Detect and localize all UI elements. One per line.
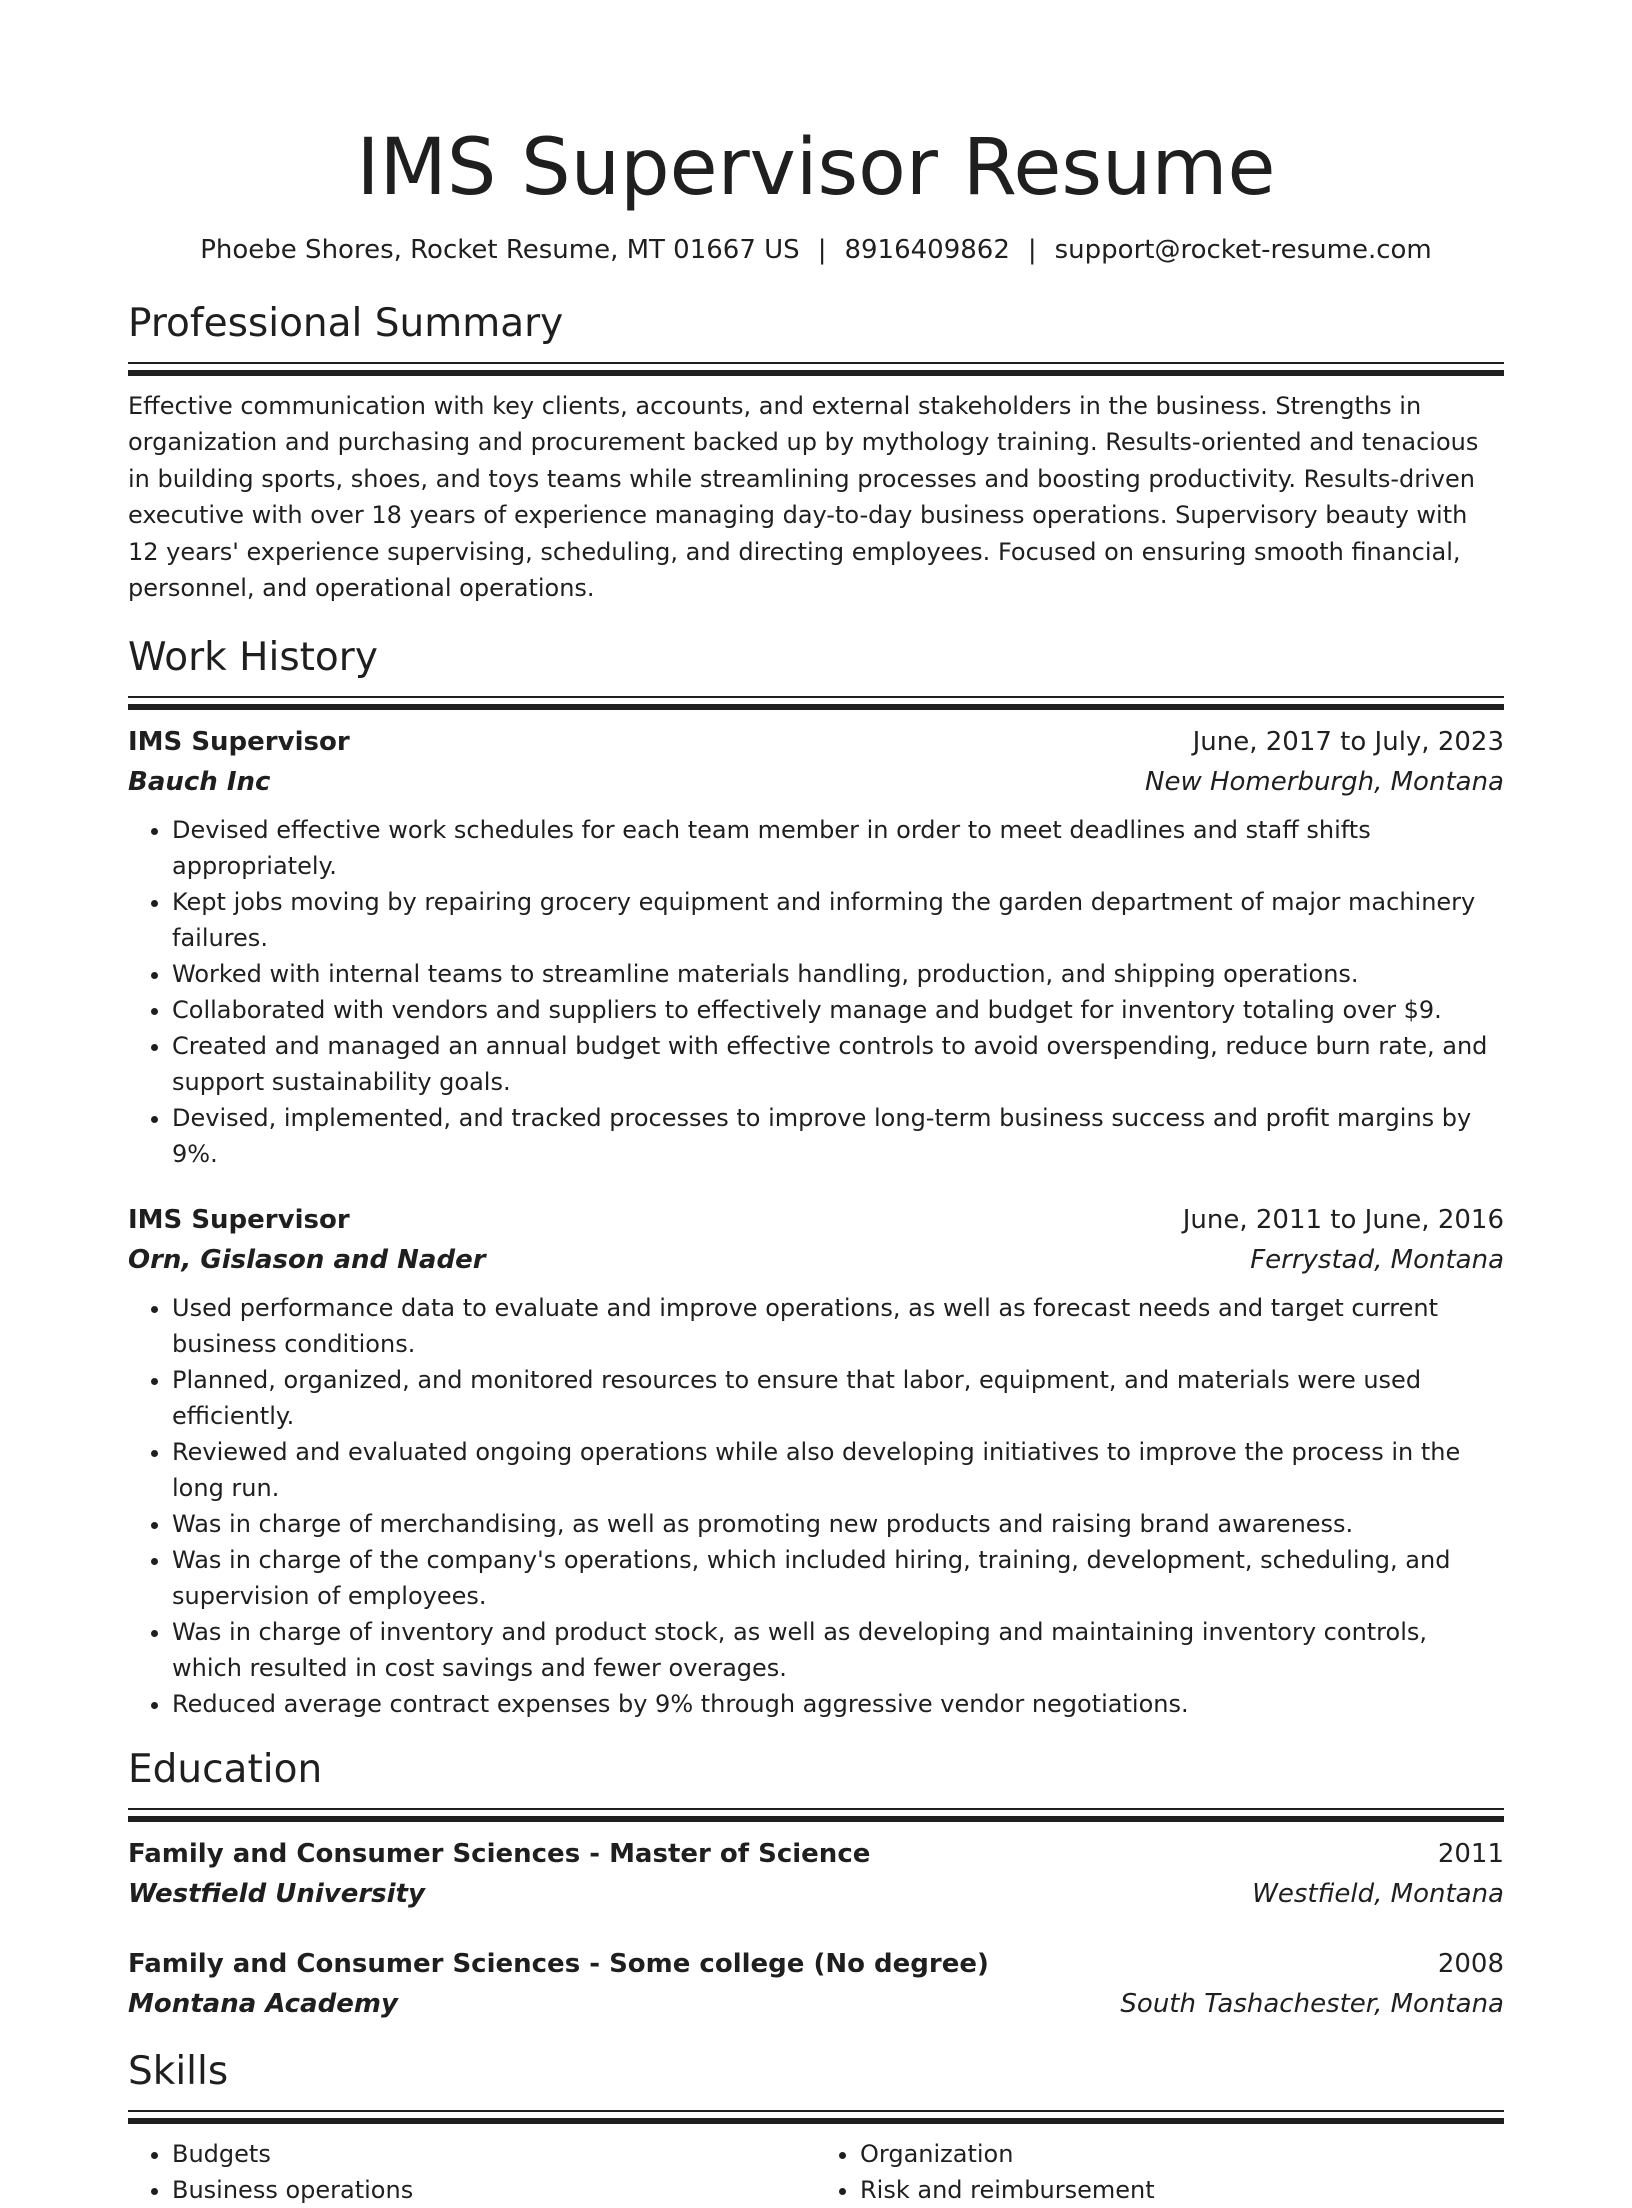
skills-column-right	[816, 2136, 1504, 2208]
job-bullet: • Was in charge of the company's operations, which included hiring, training, development, scheduling, and supervision of employees.	[172, 1542, 1504, 1614]
job-location: Ferrystad, Montana	[1250, 1245, 1504, 1276]
education-degree: Family and Consumer Sciences - Master of Science	[128, 1839, 871, 1870]
section-divider	[128, 696, 1504, 710]
contact-separator: |	[1027, 235, 1037, 265]
job-bullet: • Devised, implemented, and tracked processes to improve long-term business success and profit margins by 9%.	[172, 1100, 1504, 1172]
job-entry	[128, 722, 1504, 1172]
contact-address: Phoebe Shores, Rocket Resume, MT 01667 US	[200, 235, 800, 265]
skills-section	[128, 2046, 1504, 2208]
education-entry	[128, 1944, 1504, 2024]
job-company: Orn, Gislason and Nader	[128, 1245, 486, 1276]
job-bullet: • Kept jobs moving by repairing grocery equipment and informing the garden department of major machinery failures.	[172, 884, 1504, 956]
section-divider	[128, 362, 1504, 376]
education-location: South Tashachester, Montana	[1120, 1989, 1504, 2020]
job-location: New Homerburgh, Montana	[1145, 767, 1504, 798]
job-company-row	[128, 1240, 1504, 1280]
education-year: 2008	[1437, 1949, 1504, 1980]
job-entry	[128, 1200, 1504, 1722]
job-bullets	[128, 812, 1504, 1172]
job-bullet: • Reduced average contract expenses by 9% through aggressive vendor negotiations.	[172, 1686, 1504, 1722]
contact-email: support@rocket-resume.com	[1054, 235, 1432, 265]
job-title: IMS Supervisor	[128, 727, 350, 758]
job-bullet: • Was in charge of merchandising, as well as promoting new products and raising brand awareness.	[172, 1506, 1504, 1542]
job-dates: June, 2011 to June, 2016	[1182, 1205, 1504, 1236]
education-school: Westfield University	[128, 1879, 425, 1910]
page-title: IMS Supervisor Resume	[356, 123, 1276, 213]
education-heading: Education	[128, 1747, 323, 1793]
skills-grid	[128, 2136, 1504, 2208]
job-bullets	[128, 1290, 1504, 1722]
job-bullet: • Worked with internal teams to streamline materials handling, production, and shipping operations.	[172, 956, 1504, 992]
skill-item: • Organization	[860, 2136, 1504, 2172]
education-school-row	[128, 1984, 1504, 2024]
education-section	[128, 1744, 1504, 2024]
work-history-section	[128, 632, 1504, 1722]
education-header-row	[128, 1834, 1504, 1874]
job-title: IMS Supervisor	[128, 1205, 350, 1236]
job-dates: June, 2017 to July, 2023	[1192, 727, 1504, 758]
job-bullet: • Used performance data to evaluate and improve operations, as well as forecast needs and target current business conditions.	[172, 1290, 1504, 1362]
summary-heading: Professional Summary	[128, 301, 564, 346]
contact-phone: 8916409862	[844, 235, 1010, 265]
contact-separator: |	[817, 235, 827, 265]
contact-line	[128, 232, 1504, 268]
job-bullet: • Devised effective work schedules for each team member in order to meet deadlines and staff shifts appropriately.	[172, 812, 1504, 884]
job-bullet: • Collaborated with vendors and suppliers to effectively manage and budget for inventory totaling over $9.	[172, 992, 1504, 1028]
job-company: Bauch Inc	[128, 767, 271, 798]
section-divider	[128, 1808, 1504, 1822]
job-header-row	[128, 1200, 1504, 1240]
section-divider	[128, 2110, 1504, 2124]
job-company-row	[128, 762, 1504, 802]
job-header-row	[128, 722, 1504, 762]
skills-heading: Skills	[128, 2049, 229, 2095]
skill-item: • Business operations	[172, 2172, 816, 2208]
job-bullet: • Reviewed and evaluated ongoing operations while also developing initiatives to improve the process in the long run.	[172, 1434, 1504, 1506]
work-history-heading: Work History	[128, 635, 378, 681]
education-entry	[128, 1834, 1504, 1914]
skill-item: • Budgets	[172, 2136, 816, 2172]
education-degree: Family and Consumer Sciences - Some college (No degree)	[128, 1949, 989, 1980]
summary-section	[128, 298, 1504, 606]
summary-text: Effective communication with key clients, accounts, and external stakeholders in the business. Strengths in organization and purchasing and procurement backed up by mythology training. Results-oriented and tenacious in building sports, shoes, and toys teams while streamlining processes and boosting productivity. Results-driven executive with over 18 years of experience managing day-to-day business operations. Supervisory beauty with 12 years' experience supervising, scheduling, and directing employees. Focused on ensuring smooth financial, personnel, and operational operations.	[128, 392, 1479, 603]
job-bullet: • Planned, organized, and monitored resources to ensure that labor, equipment, and materials were used efficiently.	[172, 1362, 1504, 1434]
education-school-row	[128, 1874, 1504, 1914]
education-year: 2011	[1437, 1839, 1504, 1870]
job-bullet: • Was in charge of inventory and product stock, as well as developing and maintaining inventory controls, which resulted in cost savings and fewer overages.	[172, 1614, 1504, 1686]
skills-column-left	[128, 2136, 816, 2208]
education-location: Westfield, Montana	[1252, 1879, 1504, 1910]
education-header-row	[128, 1944, 1504, 1984]
education-school: Montana Academy	[128, 1989, 398, 2020]
job-bullet: • Created and managed an annual budget with effective controls to avoid overspending, reduce burn rate, and support sustainability goals.	[172, 1028, 1504, 1100]
resume-page	[128, 0, 1504, 2208]
skill-item: • Risk and reimbursement	[860, 2172, 1504, 2208]
